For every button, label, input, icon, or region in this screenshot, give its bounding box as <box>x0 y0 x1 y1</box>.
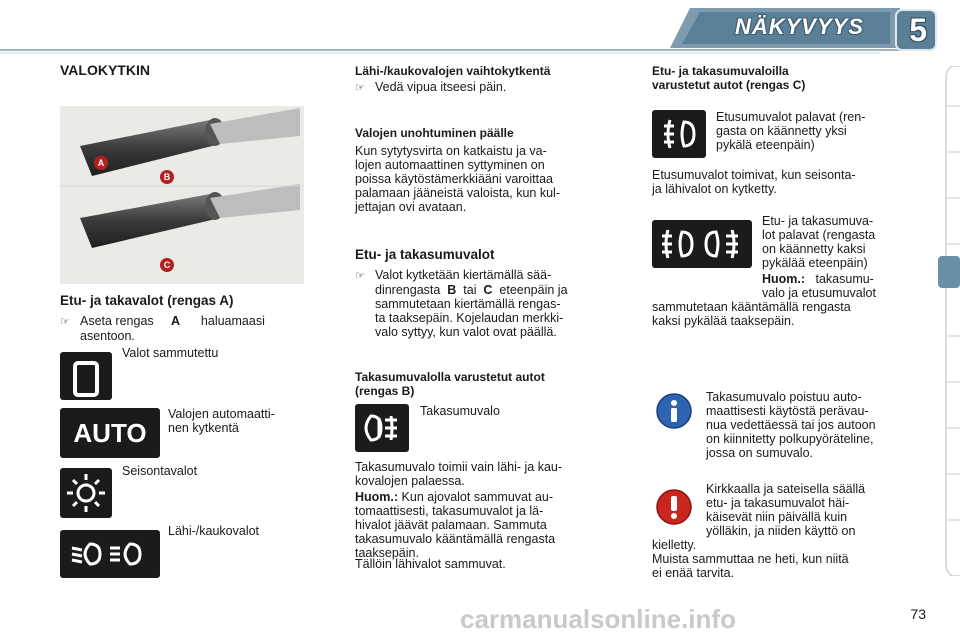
heading-lights-forgotten: Valojen unohtuminen päälle <box>355 126 514 140</box>
off-icon <box>60 352 112 400</box>
headlights-label: Lähi-/kaukovalot <box>168 524 260 538</box>
label-a: A <box>94 156 108 170</box>
sidelights-label: Seisontavalot <box>122 464 198 478</box>
label-c: C <box>160 258 174 272</box>
heading-ring-c: Etu- ja takasumuvaloilla varustetut autot (rengas C) <box>652 64 806 92</box>
sidelights-icon <box>60 468 112 518</box>
chapter-number: 5 <box>909 12 927 48</box>
front-fog-operation: Etusumuvalot toimivat, kun seisonta- ja lähivalot on kytketty. <box>652 168 856 196</box>
label-b: B <box>160 170 174 184</box>
hand-icon: ☞ <box>355 82 365 94</box>
hand-icon: ☞ <box>355 270 365 282</box>
warning-text: Kirkkaalla ja sateisella säällä etu- ja takasumuvalot häi- käisevät niin päivällä kuin yölläkin, ja niiden käyttö on kielletty. <box>652 482 866 552</box>
front-rear-fog-note: Huom.: takasumu- valo ja etusumuvalot sammutetaan kääntämällä rengasta kaksi pykälää taaksepäin. <box>652 272 876 328</box>
watermark: carmanualsonline.info <box>460 604 736 634</box>
auto-icon: AUTO <box>60 408 160 458</box>
ring-a-instruction: ☞ Aseta rengas A haluamaasi asentoon. <box>60 314 265 343</box>
hand-icon: ☞ <box>60 316 70 328</box>
rear-fog-operation: Takasumuvalo toimii vain lähi- ja kau- kovalojen palaessa. <box>355 460 563 488</box>
fog-lights-text: ☞ Valot kytketään kiertämällä sää- dinrengasta B tai C eteenpäin ja sammutetaan kiertämällä rengas- ta taaksepäin. Kojelaudan merkki- valo syttyy, kun valot ovat päällä. <box>355 268 568 339</box>
stalk-illustration <box>60 106 304 284</box>
chapter-title: NÄKYVYYS <box>734 14 864 39</box>
light-switch-diagram <box>60 106 304 284</box>
headlights-icon <box>60 530 160 578</box>
info-text: Takasumuvalo poistuu auto- maattisesti käytöstä perävau- nua vedettäessä tai jos autoon on kiinnitetty polkupyöräteline, jossa on sumuvalo. <box>706 390 876 460</box>
front-fog-text: Etusumuvalot palavat (ren- gasta on käännetty yksi pykälä eteenpäin) <box>716 110 866 152</box>
front-fog-icon <box>652 110 706 158</box>
chapter-tabs <box>938 66 960 576</box>
rear-fog-label: Takasumuvalo <box>420 404 500 418</box>
lights-forgotten-text: Kun sytytysvirta on katkaistu ja va- lojen automaattinen syttyminen on poissa käytöstämerkkiääni varoittaa palamaan jääneistä valoista, kun kul- jettajan ovi avataan. <box>355 144 560 214</box>
heading-front-rear-lights: Etu- ja takavalot (rengas A) <box>60 293 234 308</box>
page-number: 73 <box>910 606 926 622</box>
rear-fog-icon <box>355 404 409 452</box>
heading-dip-switch: Lähi-/kaukovalojen vaihtokytkentä <box>355 64 551 78</box>
rear-fog-note: Huom.: Kun ajovalot sammuvat au- tomaattisesti, takasumuvalot ja lä- hivalot jäävät palamaan. Sammuta takasumuvalo kääntämällä rengasta taaksepäin. <box>355 490 556 560</box>
heading-rear-fog-b: Takasumuvalolla varustetut autot (rengas B) <box>355 370 545 398</box>
front-rear-fog-text: Etu- ja takasumuva- lot palavat (rengasta on käännetty kaksi pykälää eteenpäin) <box>762 214 876 270</box>
off-label: Valot sammutettu <box>122 346 219 360</box>
dip-switch-instruction: ☞ Vedä vipua itseesi päin. <box>355 80 507 94</box>
section-title: VALOKYTKIN <box>60 62 150 78</box>
info-icon <box>655 392 693 430</box>
warning-extra: Muista sammuttaa ne heti, kun niitä ei enää tarvita. <box>652 552 849 580</box>
rear-fog-final: Tällöin lähivalot sammuvat. <box>355 557 506 571</box>
auto-label: Valojen automaatti- nen kytkentä <box>168 407 275 435</box>
heading-fog-lights: Etu- ja takasumuvalot <box>355 247 495 262</box>
front-rear-fog-icon <box>652 220 752 268</box>
